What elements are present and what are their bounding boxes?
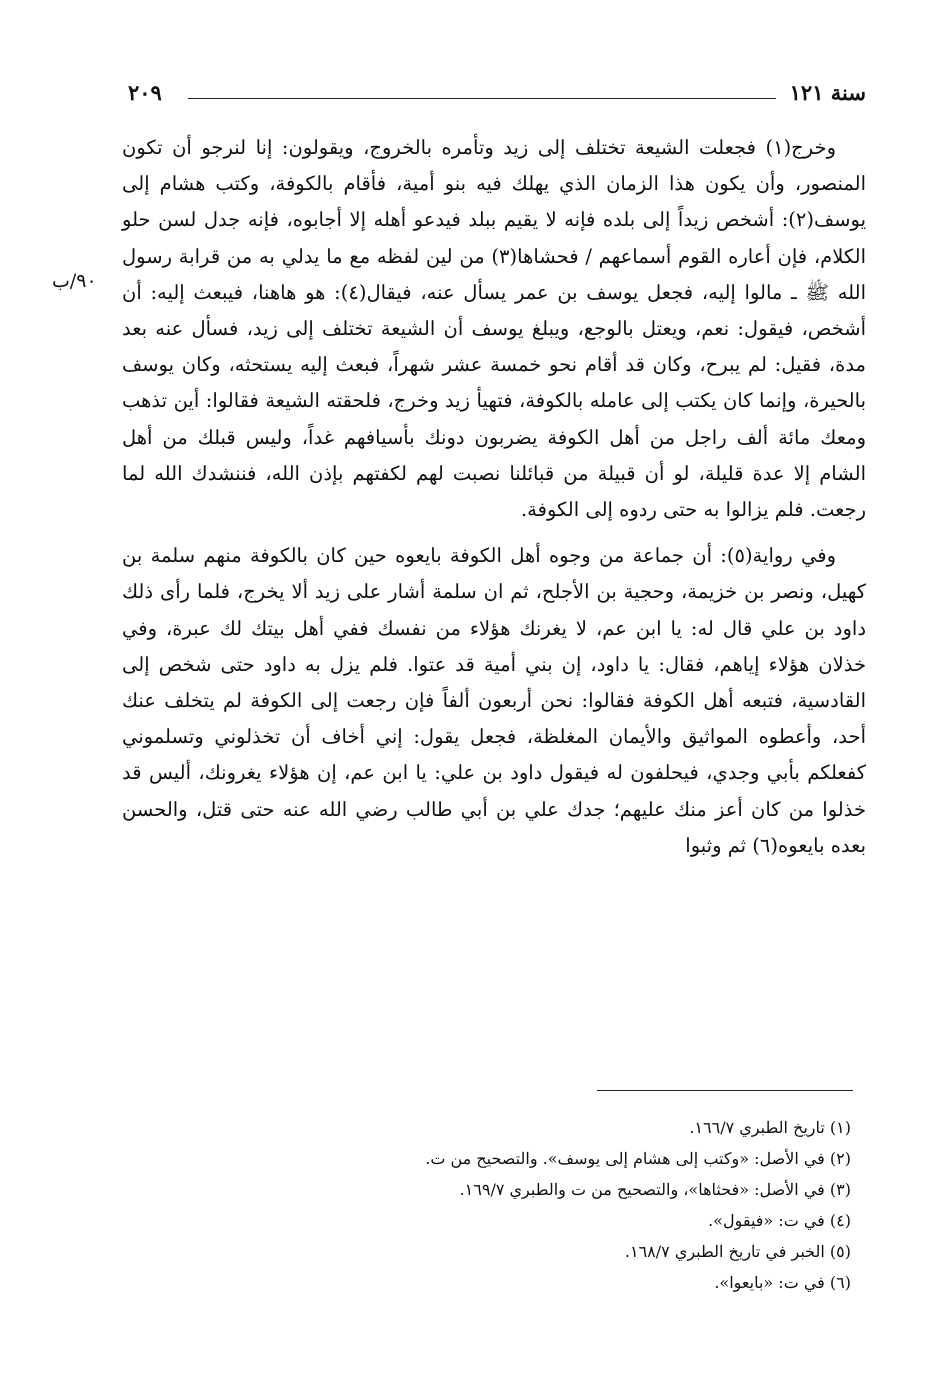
year-label: سنة ١٢١ xyxy=(789,80,866,105)
footnote-5: (٥) الخبر في تاريخ الطبري ١٦٨/٧. xyxy=(624,1242,851,1261)
header-rule xyxy=(188,98,776,99)
footnote-3: (٣) في الأصل: «فحثاها»، والتصحيح من ت والطبري ١٦٩/٧. xyxy=(459,1180,851,1199)
footnote-6: (٦) في ت: «بايعوا». xyxy=(714,1273,851,1292)
footnote-2: (٢) في الأصل: «وكتب إلى هشام إلى يوسف». والتصحيح من ت. xyxy=(425,1149,851,1168)
footnote-1: (١) تاريخ الطبري ١٦٦/٧. xyxy=(689,1118,851,1137)
page-number: ٢٠٩ xyxy=(128,80,162,105)
footnote-separator xyxy=(597,1090,853,1091)
page-header xyxy=(128,76,866,116)
paragraph-2: وفي رواية(٥): أن جماعة من وجوه أهل الكوفة بايعوه حين كان بالكوفة منهم سلمة بن كهيل، ونصر بن خزيمة، وحجية بن الأجلح، ثم ان سلمة أشار على زيد ألا يخرج، فلما رأى ذلك داود بن علي قال له: يا ابن عم، لا يغرنك هؤلاء من نفسك ففي أهل بيتك لك عبرة، وفي خذلان هؤلاء إياهم، فقال: يا داود، إن بني أمية قد عتوا. فلم يزل به داود حتى شخص إلى القادسية، فتبعه أهل الكوفة فقالوا: نحن أربعون ألفاً فإن رجعت إلى الكوفة لم يتخلف عنك أحد، وأعطوه المواثيق والأيمان المغلظة، فجعل يقول: إني أخاف أن تخذلوني وتسلموني كفعلكم بأبي وجدي، فيحلفون له فيقول داود بن علي: يا ابن عم، إن هؤلاء يغرونك، أليس قد خذلوا من كان أعز منك عليهم؛ جدك علي بن أبي طالب رضي الله عنه حتى قتل، والحسن بعده بايعوه(٦) ثم وثبوا xyxy=(122,544,866,857)
footnotes xyxy=(131,1112,851,1298)
main-text xyxy=(122,130,866,864)
paragraph-1: وخرج(١) فجعلت الشيعة تختلف إلى زيد وتأمره بالخروج، ويقولون: إنا لنرجو أن تكون المنصور، وأن يكون هذا الزمان الذي يهلك فيه بنو أمية، فأقام بالكوفة، وكتب هشام إلى يوسف(٢): أشخص زيداً إلى بلده فإنه لا يقيم ببلد فيدعو أهله إلا أجابوه، فإنه جدل لسن حلو الكلام، فإن أعاره القوم أسماعهم / فحشاها(٣) من لين لفظه مع ما يدلي به من قرابة رسول الله ﷺ ـ مالوا إليه، فجعل يوسف بن عمر يسأل عنه، فيقال(٤): هو هاهنا، فيبعث إليه: أن أشخص، فيقول: نعم، ويعتل بالوجع، ويبلغ يوسف أن الشيعة تختلف إلى زيد، فسأل عنه بعد مدة، فقيل: لم يبرح، وكان قد أقام نحو خمسة عشر شهراً، فبعث إليه يستحثه، وكان يوسف بالحيرة، وإنما كان يكتب إلى عامله بالكوفة، فتهيأ زيد وخرج، فلحقته الشيعة فقالوا: أين تذهب ومعك مائة ألف راجل من أهل الكوفة يضربون دونك بأسيافهم غداً، وليس قبلك من أهل الشام إلا عدة قليلة، لو أن قبيلة من قبائلنا نصبت لهم لكفتهم بإذن الله، فننشدك الله لما رجعت. فلم يزالوا به حتى ردوه إلى الكوفة. xyxy=(122,136,866,522)
footnote-4: (٤) في ت: «فيقول». xyxy=(708,1211,851,1230)
margin-folio-note: ٩٠/ب xyxy=(52,270,97,292)
